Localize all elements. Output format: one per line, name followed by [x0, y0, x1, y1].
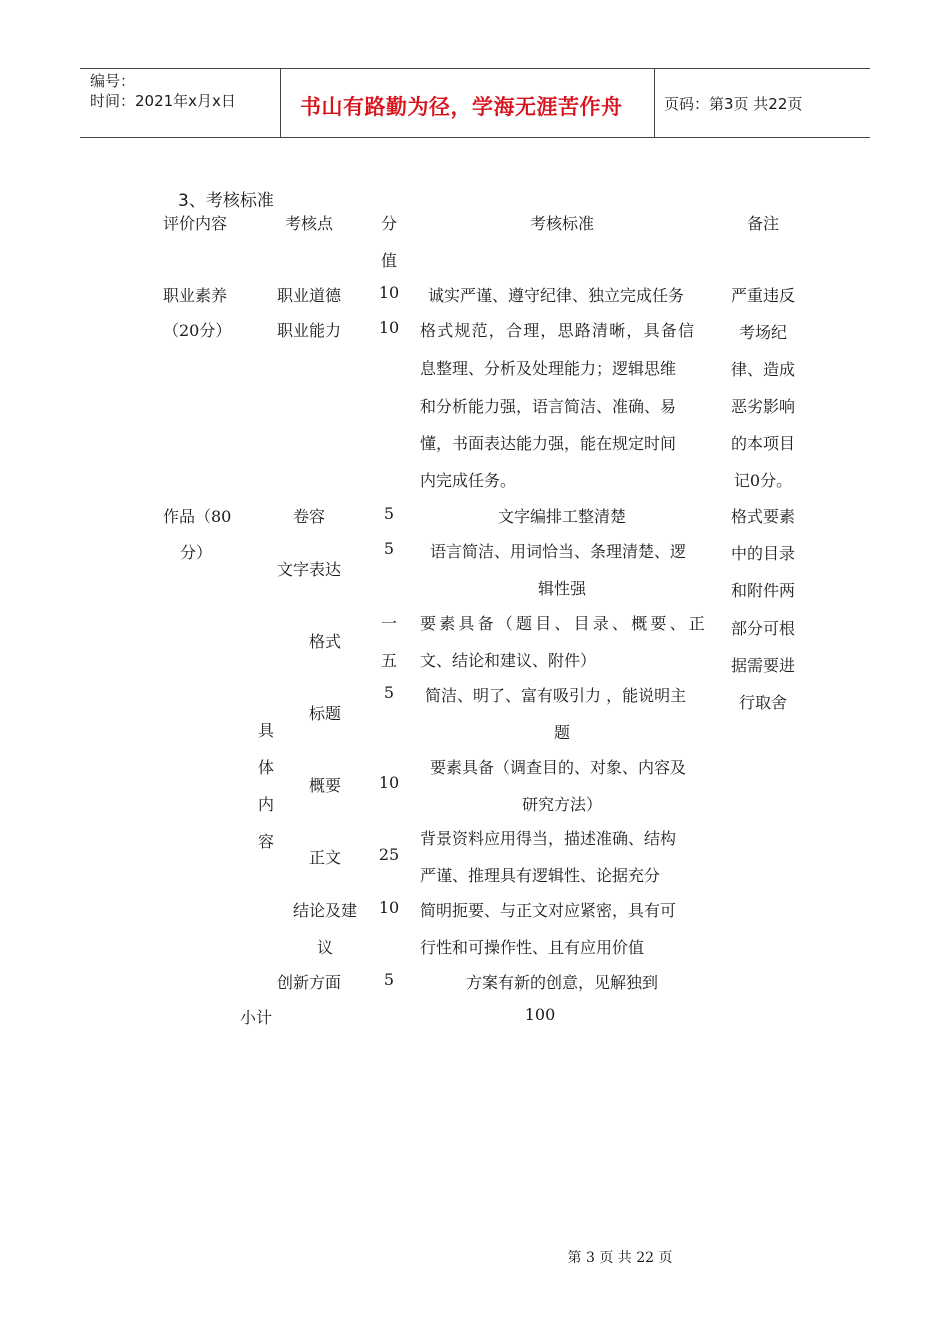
footer-page-number: 第 3 页 共 22 页 [567, 1250, 673, 1266]
score-layout: 5 [383, 504, 395, 523]
note-professional-line: 的本项目 [730, 434, 796, 453]
point-innovation: 创新方面 [276, 973, 342, 992]
score-innovation: 5 [383, 970, 395, 989]
point-expression: 文字表达 [276, 560, 342, 579]
note-professional-line: 恶劣影响 [730, 397, 796, 416]
category-professional-score: （20分） [163, 321, 232, 340]
header-point: 考核点 [284, 214, 334, 233]
standard-ethics: 诚实严谨、遵守纪律、独立完成任务 [428, 286, 685, 305]
score-title: 5 [383, 683, 395, 702]
section-title: 3、考核标准 [178, 191, 274, 211]
standard-ability-line: 息整理、分析及处理能力；逻辑思维 [420, 359, 677, 378]
note-work-line: 部分可根 [730, 619, 796, 638]
sub-category-char: 内 [257, 795, 275, 814]
header-divider [280, 69, 281, 137]
score-format: 五 [380, 651, 398, 670]
score-summary: 10 [378, 773, 400, 792]
note-professional-line: 记0分。 [733, 471, 793, 490]
standard-body-line: 严谨、推理具有逻辑性、论据充分 [420, 866, 661, 885]
point-layout: 卷容 [292, 507, 326, 526]
standard-innovation: 方案有新的创意，见解独到 [465, 973, 659, 992]
standard-format-line: 文、结论和建议、附件） [420, 651, 597, 670]
header-standard: 考核标准 [529, 214, 595, 233]
score-expression: 5 [383, 539, 395, 558]
note-work-line: 格式要素 [730, 507, 796, 526]
standard-summary-line: 研究方法） [521, 795, 603, 814]
standard-conclusion-line: 简明扼要、与正文对应紧密，具有可 [420, 901, 677, 920]
category-professional: 职业素养 [163, 286, 228, 305]
standard-ability-line: 内完成任务。 [420, 471, 517, 490]
point-ethics: 职业道德 [276, 286, 342, 305]
point-conclusion: 议 [316, 938, 334, 957]
score-conclusion: 10 [378, 898, 400, 917]
doc-code-label: 编号： [90, 72, 136, 90]
subtotal-value: 100 [524, 1005, 556, 1024]
note-professional-line: 考场纪 [738, 323, 788, 342]
header-content: 评价内容 [163, 214, 228, 233]
doc-date-label: 时间：2021年x月x日 [90, 92, 236, 110]
point-title: 标题 [308, 704, 342, 723]
standard-title-line: 简洁、明了、富有吸引力 ，能说明主 [425, 686, 687, 705]
header-page-label: 页码：第3页 共22页 [664, 95, 803, 113]
score-ethics: 10 [378, 283, 400, 302]
header-note: 备注 [746, 214, 780, 233]
note-professional-line: 严重违反 [730, 286, 796, 305]
category-work: 作品（80 [163, 507, 232, 526]
score-ability: 10 [378, 318, 400, 337]
point-ability: 职业能力 [276, 321, 342, 340]
note-work-line: 和附件两 [730, 581, 796, 600]
score-format: 一 [380, 614, 398, 633]
standard-layout: 文字编排工整清楚 [497, 507, 627, 526]
subtotal-label: 小计 [239, 1008, 273, 1027]
standard-summary-line: 要素具备（调查目的、对象、内容及 [430, 758, 687, 777]
sub-category-char: 容 [257, 832, 275, 851]
point-format: 格式 [308, 632, 342, 651]
standard-body-line: 背景资料应用得当，描述准确、结构 [420, 829, 677, 848]
header-divider [654, 69, 655, 137]
standard-ability-line: 和分析能力强，语言简洁、准确、易 [420, 397, 677, 416]
standard-expression-line: 辑性强 [537, 579, 587, 598]
point-conclusion: 结论及建 [292, 901, 358, 920]
standard-ability-line: 懂，书面表达能力强，能在规定时间 [420, 434, 677, 453]
standard-title-line: 题 [553, 723, 571, 742]
header-motto: 书山有路勤为径，学海无涯苦作舟 [300, 95, 623, 119]
note-work-line: 据需要进 [730, 656, 796, 675]
note-professional-line: 律、造成 [730, 360, 796, 379]
score-body: 25 [378, 845, 400, 864]
sub-category-char: 体 [257, 758, 275, 777]
header-score: 分 [380, 214, 398, 233]
category-work-score: 分） [180, 543, 213, 562]
note-work-line: 行取舍 [738, 693, 788, 712]
point-body: 正文 [308, 848, 342, 867]
standard-format-line: 要素具备（题目、目录、概要、正 [420, 614, 709, 633]
standard-conclusion-line: 行性和可操作性、且有应用价值 [420, 938, 645, 957]
standard-ability-line: 格式规范，合理，思路清晰，具备信 [420, 321, 696, 340]
point-summary: 概要 [308, 776, 342, 795]
standard-expression-line: 语言简洁、用词恰当、条理清楚、逻 [430, 542, 687, 561]
header-score: 值 [380, 251, 398, 270]
sub-category-char: 具 [257, 721, 275, 740]
note-work-line: 中的目录 [730, 544, 796, 563]
